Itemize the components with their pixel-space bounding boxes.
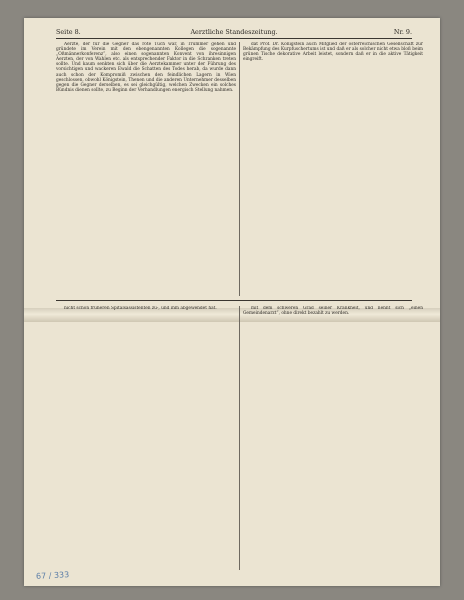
column-bottom-left — [56, 306, 236, 570]
paragraph: mit dem schweren Grad seiner Krankheit, und nennt sich „einen Gemeindenarzt“, ohne direkt bezahlt zu werden. — [243, 306, 423, 317]
paragraph: Aerzte, der für die Gegner das rote Tuch war, in Trümmer gehen und gründete im Verein mit den ebengenannten Kollegen die sogenannte „Oßmännerkonferenz“, also einen sogenannten Konvent von ihresinnigen Aerzten, der von Wahlen etc. als entsprechender Faktor in die Schranken treten sollte. Und kaum senkten sich über die Aerztekammer unter der Führung des vorsichtigen und wackeren Ewald die Schatten des Todes herab, da wurde dann auch schon der Kompromiß zwischen den feindlichen Lagern in Wien geschlossen, obwohl Königstein, Thenen und die anderen Unternehmer desselben gegen die Gegner derselben, es sei gleichgültig, welchen Zwecken ein solches Bündnis dienen sollte, zu Beginn der Verhandlungen energisch Stellung nahmen. — [56, 42, 236, 93]
paragraph: nicht schon früheren Spitalsassistenten zu-, und ihm abgewendet hat. — [64, 306, 217, 311]
column-divider — [239, 306, 240, 570]
journal-title: Aerztliche Standeszeitung. — [190, 28, 278, 36]
document-page — [24, 18, 440, 586]
handwritten-margin-note: 67 / 333 — [35, 570, 70, 581]
column-divider — [239, 42, 240, 296]
column-top-left — [56, 42, 236, 296]
section-rule — [56, 300, 412, 301]
page-number: Seite 8. — [56, 28, 81, 36]
issue-number: Nr. 9. — [393, 28, 412, 36]
column-bottom-right — [243, 306, 423, 570]
paragraph: dat Prof. Dr. Königstein auch Mitglied der österreichischen Gesellschaft zur Bekämpfung des Kurpfuschertums ist und daß er als solcher nicht etwa bloß beim grünen Tische dekorative Arbeit leistet, sondern daß er in die aktive Tätigkeit eingreift. — [243, 42, 423, 63]
header-rule — [56, 38, 412, 39]
column-top-right — [243, 42, 423, 296]
